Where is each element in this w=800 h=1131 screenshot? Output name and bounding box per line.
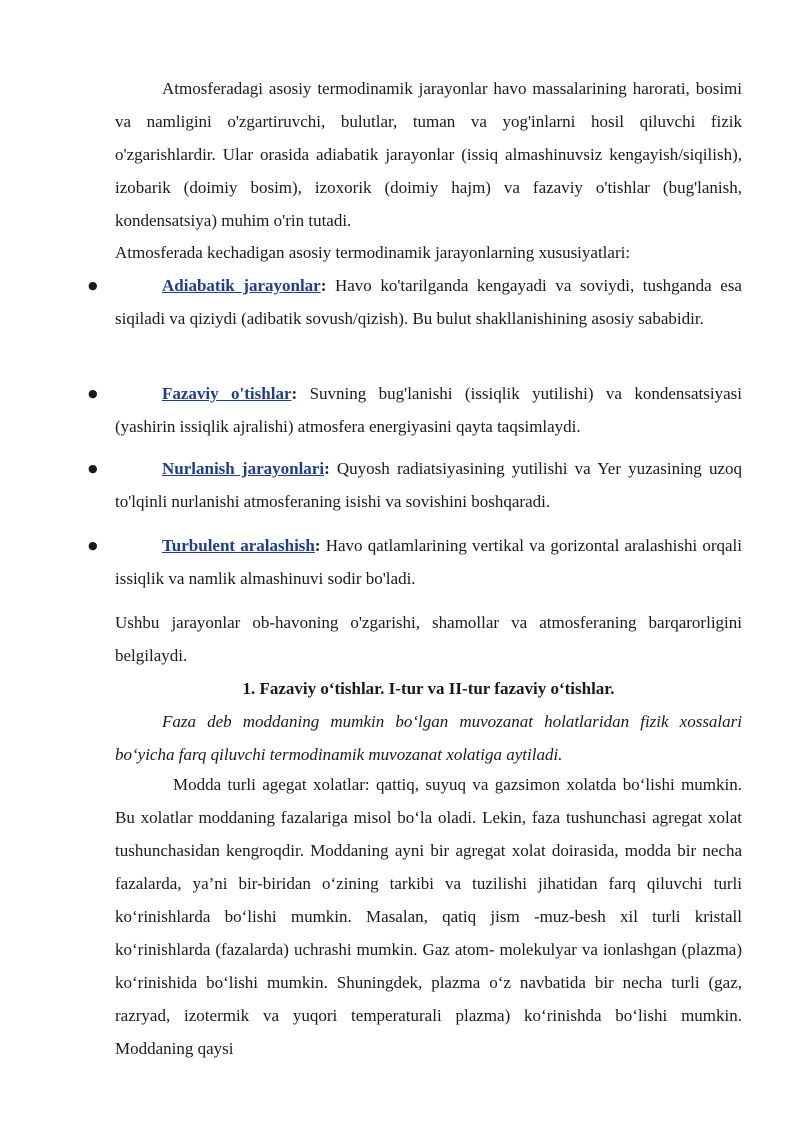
- bullet-dot-icon: ●: [88, 539, 98, 552]
- bullet-text: Quyosh radiatsiyasining yutilishi va Yer yuzasining uzoq to'lqinli nurlanishi atmosferaning isishi va sovishini boshqaradi.: [115, 459, 742, 511]
- term-link[interactable]: Nurlanish jarayonlari: [162, 459, 325, 478]
- body-paragraph: Modda turli agegat xolatlar: qattiq, suyuq va gazsimon xolatda bo‘lishi mumkin. Bu xolatlar moddaning fazalariga misol bo‘la oladi. Lekin, faza tushunchasi agregat xolat tushunchasidan kengroqdir. Moddaning ayni bir agregat xolat doirasida, modda bir necha fazalarda, ya’ni bir-biridan o‘zining tarkibi va tuzilishi jihatidan farq qiluvchi turli ko‘rinishlarda bo‘lishi mumkin. Masalan, qatiq jism -muz-besh xil turli kristall ko‘rinishlarda (fazalarda) uchrashi mumkin. Gaz atom- molekulyar va ionlashgan (plazma) ko‘rinishida bo‘lishi mumkin. Shuningdek, plazma o‘z navbatida bir necha turli (gaz, razryad, izotermik va yuqori temperaturali plazma) ko‘rinishda bo‘lishi mumkin. Moddaning qaysi: [115, 775, 742, 1058]
- section-heading: 1. Fazaviy o‘tishlar. I-tur va II-tur fazaviy o‘tishlar.: [242, 679, 615, 698]
- lead-paragraph: Atmosferada kechadigan asosiy termodinamik jarayonlarning xususiyatlari:: [115, 243, 631, 262]
- bullet-text: Havo ko'tarilganda kengayadi va soviydi, tushganda esa siqiladi va qiziydi (adibatik sovush/qizish). Bu bulut shakllanishining asosiy sababidir.: [115, 276, 742, 328]
- bullet-item-radiation: Nurlanish jarayonlari: Quyosh radiatsiyasining yutilishi va Yer yuzasining uzoq to'lqinli nurlanishi atmosferaning isishi va sovishini boshqaradi.: [115, 459, 742, 511]
- conclusion-paragraph: Ushbu jarayonlar ob-havoning o'zgarishi, shamollar va atmosferaning barqarorligini belgilaydi.: [115, 613, 742, 665]
- bullet-item-phase: Fazaviy o'tishlar: Suvning bug'lanishi (issiqlik yutilishi) va kondensatsiyasi (yashirin issiqlik ajralishi) atmosfera energiyasini qayta taqsimlaydi.: [115, 384, 742, 436]
- bullet-item-turbulent: Turbulent aralashish: Havo qatlamlarining vertikal va gorizontal aralashishi orqali issiqlik va namlik almashinuvi sodir bo'ladi.: [115, 536, 742, 588]
- term-link[interactable]: Turbulent aralashish: [162, 536, 315, 555]
- definition-paragraph: Faza deb moddaning mumkin bo‘lgan muvozanat holatlaridan fizik xossalari bo‘yicha farq qiluvchi termodinamik muvozanat xolatiga aytiladi.: [115, 712, 742, 764]
- bullet-dot-icon: ●: [88, 462, 98, 475]
- bullet-dot-icon: ●: [88, 387, 98, 400]
- bullet-item-adiabatic: Adiabatik jarayonlar: Havo ko'tarilganda kengayadi va soviydi, tushganda esa siqiladi va qiziydi (adibatik sovush/qizish). Bu bulut shakllanishining asosiy sababidir.: [115, 276, 742, 328]
- bullet-dot-icon: ●: [88, 279, 98, 292]
- bullet-text: Havo qatlamlarining vertikal va gorizontal aralashishi orqali issiqlik va namlik almashinuvi sodir bo'ladi.: [115, 536, 742, 588]
- intro-paragraph: Atmosferadagi asosiy termodinamik jarayonlar havo massalarining harorati, bosimi va namligini o'zgartiruvchi, bulutlar, tuman va yog'inlarni hosil qiluvchi fizik o'zgarishlardir. Ular orasida adiabatik jarayonlar (issiq almashinuvsiz kengayish/siqilish), izobarik (doimiy bosim), izoxorik (doimiy hajm) va fazaviy o'tishlar (bug'lanish, kondensatsiya) muhim o'rin tutadi.: [115, 79, 742, 230]
- term-link[interactable]: Adiabatik jarayonlar: [162, 276, 321, 295]
- term-link[interactable]: Fazaviy o'tishlar: [162, 384, 292, 403]
- bullet-text: Suvning bug'lanishi (issiqlik yutilishi) va kondensatsiyasi (yashirin issiqlik ajralishi) atmosfera energiyasini qayta taqsimlaydi.: [115, 384, 742, 436]
